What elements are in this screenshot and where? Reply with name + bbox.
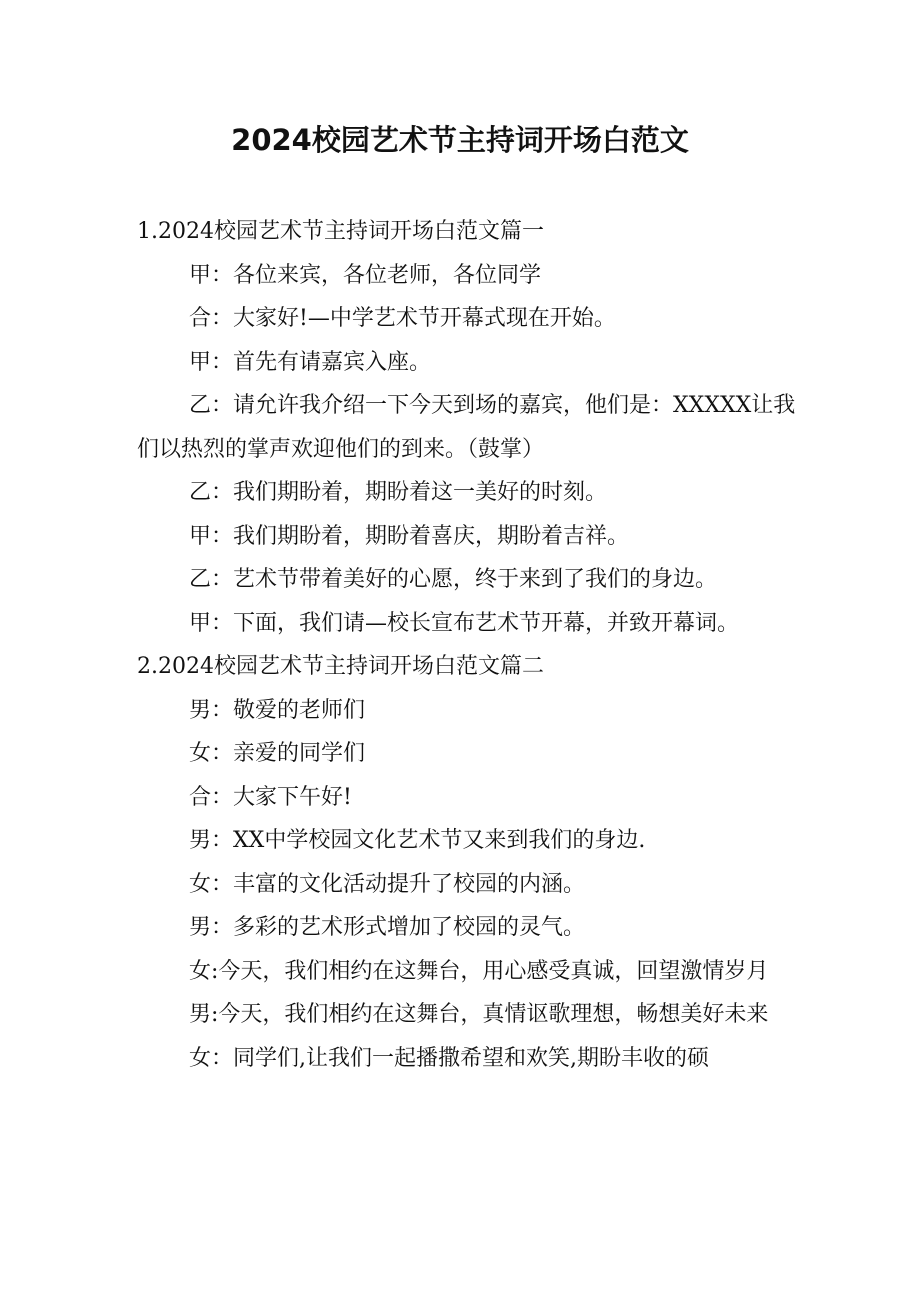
dialogue-line: 合：大家下午好!	[189, 784, 352, 810]
dialogue-line: 合：大家好!—中学艺术节开幕式现在开始。	[189, 306, 616, 331]
section-heading-2: 2.2024校园艺术节主持词开场白范文篇二	[137, 654, 544, 679]
dialogue-line: 乙：请允许我介绍一下今天到场的嘉宾，他们是：XXXXX让我们以热烈的掌声欢迎他们的到来。（鼓掌）	[137, 393, 796, 462]
dialogue-line: 甲：各位来宾，各位老师，各位同学	[189, 262, 542, 288]
dialogue-line: 女:今天，我们相约在这舞台，用心感受真诚，回望激情岁月	[189, 958, 769, 984]
dialogue-line: 男：XX中学校园文化艺术节又来到我们的身边.	[189, 828, 646, 853]
dialogue-line: 女：丰富的文化活动提升了校园的内涵。	[189, 871, 586, 897]
document-title: 2024校园艺术节主持词开场白范文	[231, 123, 689, 157]
dialogue-line: 甲：下面，我们请—校长宣布艺术节开幕，并致开幕词。	[189, 610, 740, 636]
section-heading-1: 1.2024校园艺术节主持词开场白范文篇一	[137, 219, 544, 244]
dialogue-line: 乙：艺术节带着美好的心愿，终于来到了我们的身边。	[189, 567, 718, 592]
dialogue-line: 男：多彩的艺术形式增加了校园的灵气。	[189, 915, 586, 940]
dialogue-line: 女：亲爱的同学们	[189, 741, 366, 766]
dialogue-line: 甲：我们期盼着，期盼着喜庆，期盼着吉祥。	[189, 523, 630, 549]
document-body	[137, 210, 797, 1080]
dialogue-line: 女：同学们,让我们一起播撒希望和欢笑,期盼丰收的硕	[189, 1045, 709, 1071]
dialogue-line: 甲：首先有请嘉宾入座。	[189, 349, 432, 375]
dialogue-line: 男：敬爱的老师们	[189, 697, 366, 723]
dialogue-line: 乙：我们期盼着，期盼着这一美好的时刻。	[189, 480, 608, 505]
dialogue-line: 男:今天，我们相约在这舞台，真情讴歌理想，畅想美好未来	[189, 1002, 769, 1027]
